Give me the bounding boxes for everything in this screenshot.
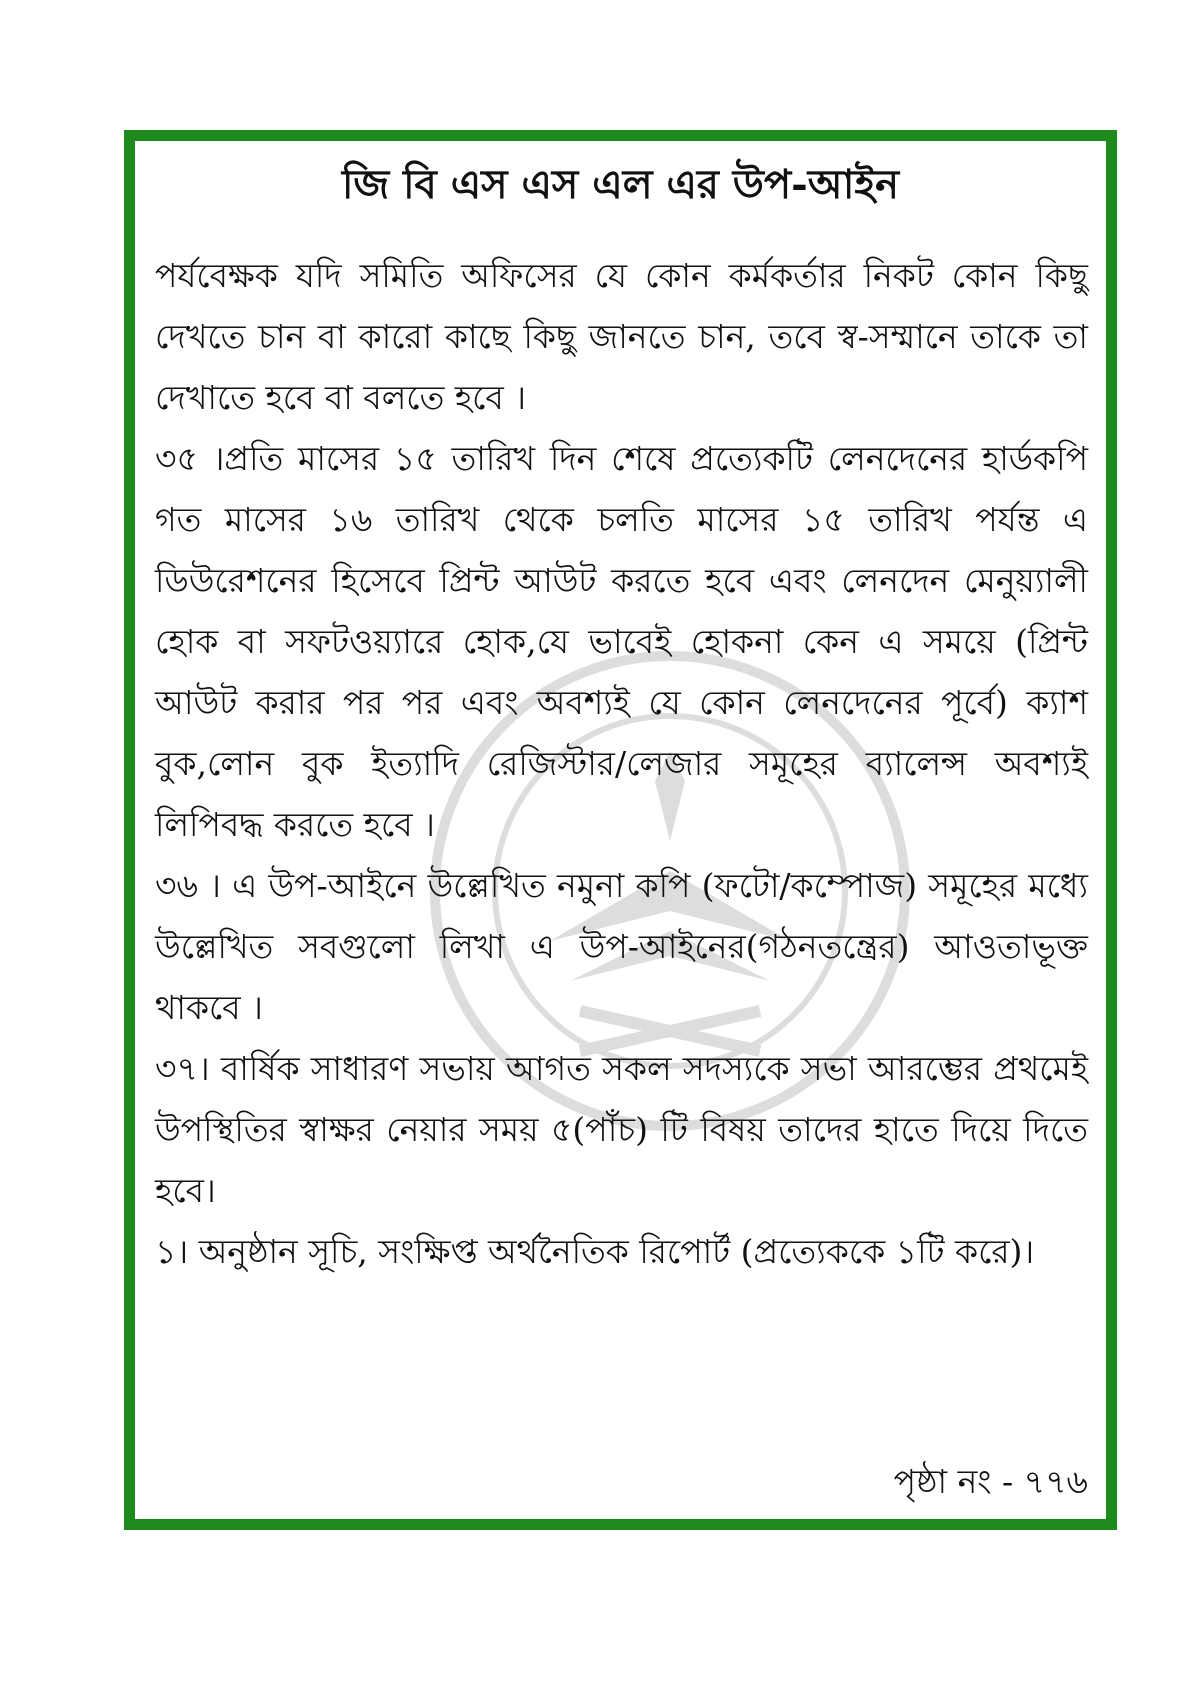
page-frame: [124, 130, 1117, 1530]
document-title: জি বি এস এস এল এর উপ-আইন: [341, 161, 900, 208]
paragraph-observer: পর্যবেক্ষক যদি সমিতি অফিসের যে কোন কর্মকর্তার নিকট কোন কিছু দেখতে চান বা কারো কাছে কিছু জানতে চান, তবে স্ব-সম্মানে তাকে তা দেখাতে হবে বা বলতে হবে ।: [155, 256, 1088, 417]
document-body: [155, 245, 1088, 1282]
paragraph-clause-36: ৩৬ । এ উপ-আইনে উল্লেখিত নমুনা কপি (ফটো/কম্পোজ) সমূহের মধ্যে উল্লেখিত সবগুলো লিখা এ উপ-আইনের(গঠনতন্ত্রের) আওতাভূক্ত থাকবে ।: [155, 866, 1088, 1027]
paragraph-item-1: ১। অনুষ্ঠান সূচি, সংক্ষিপ্ত অর্থনৈতিক রিপোর্ট (প্রত্যেককে ১টি করে)।: [155, 1232, 1035, 1271]
page-number: পৃষ্ঠা নং - ৭৭৬: [893, 1462, 1088, 1501]
paragraph-clause-37: ৩৭। বার্ষিক সাধারণ সভায় আগত সকল সদস্যকে সভা আরম্ভের প্রথমেই উপস্থিতির স্বাক্ষর নেয়ার সময় ৫(পাঁচ) টি বিষয় তাদের হাতে দিয়ে দিতে হবে।: [155, 1049, 1088, 1210]
paragraph-clause-35: ৩৫ ।প্রতি মাসের ১৫ তারিখ দিন শেষে প্রত্যেকটি লেনদেনের হার্ডকপি গত মাসের ১৬ তারিখ থেকে চলতি মাসের ১৫ তারিখ পর্যন্ত এ ডিউরেশনের হিসেবে প্রিন্ট আউট করতে হবে এবং লেনদেন মেনুয়্যালী হোক বা সফটওয়্যারে হোক,যে ভাবেই হোকনা কেন এ সময়ে (প্রিন্ট আউট করার পর পর এবং অবশ্যই যে কোন লেনদেনের পূর্বে) ক্যাশ বুক,লোন বুক ইত্যাদি রেজিস্টার/লেজার সমূহের ব্যালেন্স অবশ্যই লিপিবদ্ধ করতে হবে ।: [155, 439, 1088, 844]
